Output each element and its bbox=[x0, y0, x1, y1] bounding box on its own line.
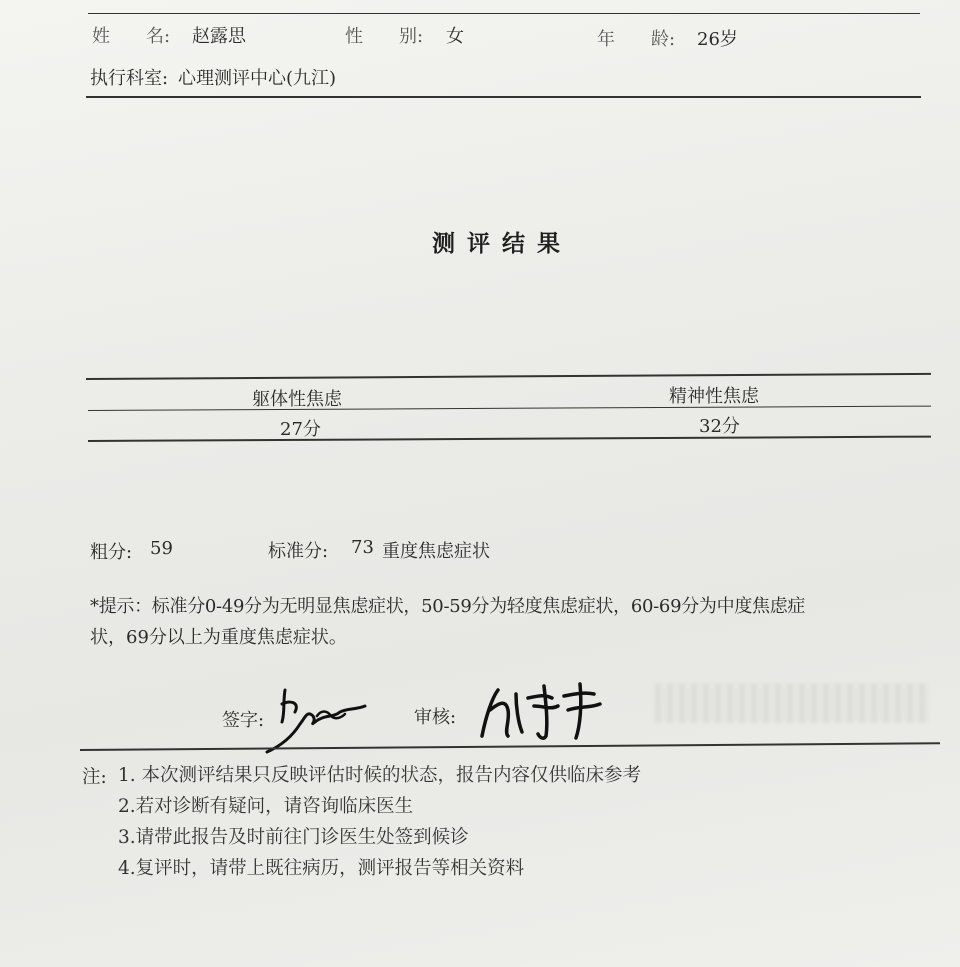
gender-value: 女 bbox=[446, 26, 464, 47]
report-title: 测评结果 bbox=[432, 230, 572, 257]
raw-score-label: 粗分: bbox=[90, 542, 133, 563]
note-item-3: 3.请带此报告及时前往门诊医生处签到候诊 bbox=[118, 827, 469, 848]
table-header-psychic: 精神性焦虑 bbox=[669, 386, 759, 407]
age-value: 26岁 bbox=[697, 29, 738, 50]
age-label: 年 龄: bbox=[597, 29, 676, 50]
note-item-2: 2.若对诊断有疑问，请咨询临床医生 bbox=[118, 796, 414, 817]
notes-prefix: 注: bbox=[82, 767, 107, 788]
severity-level: 重度焦虑症状 bbox=[382, 541, 490, 562]
table-header-somatic: 躯体性焦虑 bbox=[252, 389, 342, 410]
standard-score-value: 73 bbox=[351, 537, 374, 558]
dept-value: 心理测评中心(九江) bbox=[178, 68, 337, 89]
redacted-stamp-area bbox=[655, 683, 930, 723]
header-top-rule bbox=[88, 13, 920, 14]
table-bottom-rule bbox=[88, 436, 931, 442]
reviewer-signature-mark bbox=[472, 676, 612, 750]
table-top-rule bbox=[86, 373, 931, 380]
name-label: 姓 名: bbox=[92, 26, 171, 47]
table-value-psychic: 32分 bbox=[699, 416, 740, 437]
hint-line-2: 状，69分以上为重度焦虑症状。 bbox=[90, 627, 347, 648]
hint-line-1: *提示：标准分0-49分为无明显焦虑症状，50-59分为轻度焦虑症状，60-69分为中度焦虑症 bbox=[90, 596, 806, 617]
reviewer-signature-scribble bbox=[472, 676, 612, 746]
gender-label: 性 别: bbox=[345, 26, 424, 47]
note-item-1: 1. 本次测评结果只反映评估时候的状态，报告内容仅供临床参考 bbox=[118, 765, 642, 786]
note-item-4: 4.复评时，请带上既往病历，测评报告等相关资料 bbox=[118, 858, 525, 879]
signature-mark bbox=[255, 682, 375, 766]
table-value-somatic: 27分 bbox=[280, 419, 321, 440]
dept-label: 执行科室: bbox=[90, 68, 169, 89]
signature-scribble bbox=[255, 682, 375, 762]
header-bottom-rule bbox=[86, 96, 921, 98]
sign-label: 签字: bbox=[222, 710, 265, 731]
raw-score-value: 59 bbox=[150, 538, 173, 559]
review-label: 审核: bbox=[414, 707, 457, 728]
standard-score-label: 标准分: bbox=[268, 541, 329, 562]
name-value: 赵露思 bbox=[192, 26, 246, 47]
table-mid-rule bbox=[88, 406, 931, 411]
